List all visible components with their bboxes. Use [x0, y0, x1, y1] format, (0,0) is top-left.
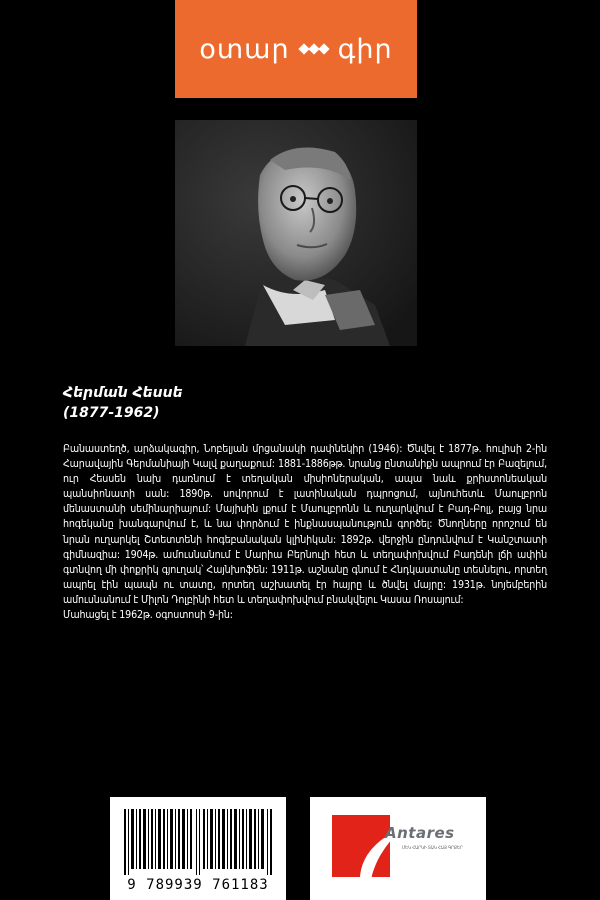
author-name: Հերման Հեսսե	[63, 385, 183, 401]
isbn-barcode	[110, 797, 286, 900]
series-banner	[175, 0, 417, 98]
author-years: (1877-1962)	[63, 405, 160, 421]
series-left-word: օտար	[199, 33, 290, 65]
author-biography	[63, 442, 547, 623]
series-ornament-icon	[300, 45, 328, 53]
biography-paragraph: Բանաստեղծ, արձակագիր, Նոբելյան մրցանակի դափնեկիր (1946): Ծնվել է 1877թ. հուլիսի 2-ին Հարավային Գերմանիայի Կալվ քաղաքում: 1881-1886թթ. նրանց ընտանիքն ապրում էր Բազելում, ուր Հեսսեն նախ դառնում է տեղական միսիոներական, ապա նաև քրիստոնեական պանսիոնատի սան: 1890թ. սովորում է լատինական դպրոցում, այնուհետև Մաուլբրոն մենաստանի սեմինարիայում: Մայիսին լքում է Մաուլբրոնն և ուղարկվում է Բադ-Բոլլ, բայց նրա հոգեկանը խանգարվում է, և նա փորձում է ինքնասպանություն գործել: Ծնողները որոշում են նրան ուղարկել Շտետտենի հոգեբանական կլինիկան: 1892թ. վերջին ընդունվում է Կանշտատի գիմնազիա: 1904թ. ամուսնանում է Մարիա Բերնուլի հետ և տեղափոխվում Բադենի լճի ափին գտնվող մի փոքրիկ գյուղակ՝ Հայնխոֆեն: 1911թ. աշնանը գնում է Հնդկաստանը տեսնելու, որտեղ ապրել էին պապն ու տատը, որտեղ աշխատել էր հայրը և ծնվել մայրը: 1931թ. նոյեմբերին ամուսնանում է Միլոն Դոլբինի հետ և տեղափոխվում բնակվելու Կասա Ռոսայում:	[63, 443, 547, 606]
series-right-word: գիր	[337, 33, 393, 65]
isbn-digits: 9 789939 761183	[127, 877, 269, 893]
publisher-name: Antares	[385, 824, 455, 842]
publisher-logo	[310, 797, 486, 900]
biography-paragraph: Մահացել է 1962թ. օգոստոսի 9-ին:	[63, 609, 233, 622]
author-heading	[63, 383, 183, 423]
barcode-icon	[124, 809, 272, 875]
author-portrait	[175, 120, 417, 346]
publisher-tagline: ՄԵԿ ՀԱՐԿԻ ՏԱԿ ՀԱՅ ԳՐՔԵՐ	[402, 845, 463, 850]
